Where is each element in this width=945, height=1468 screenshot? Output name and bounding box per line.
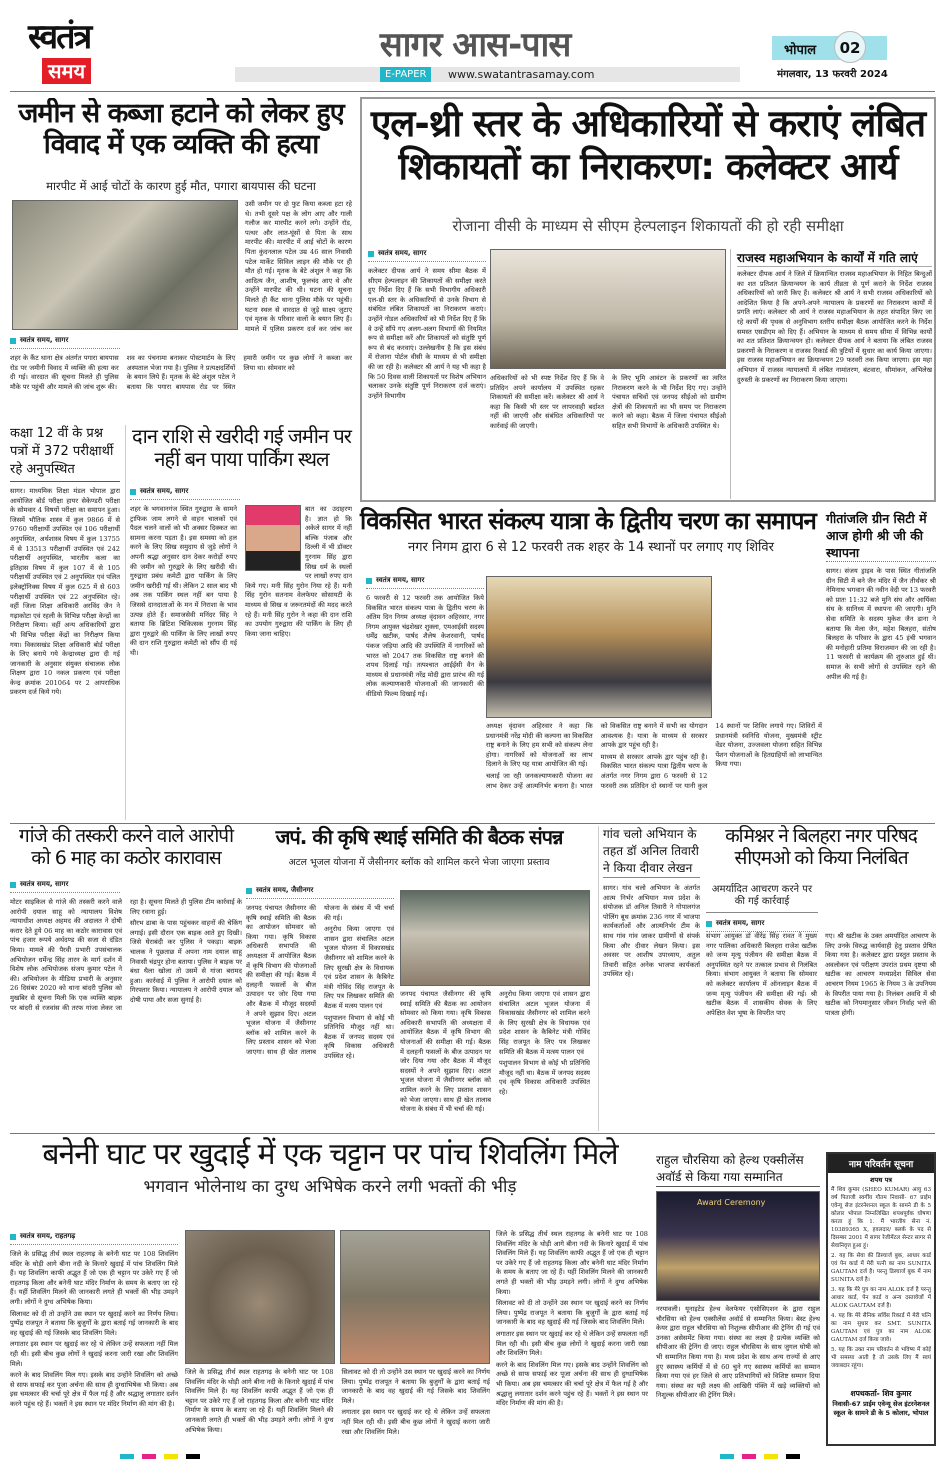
paragraph: लगातार इस स्थान पर खुदाई कर रहे थे लेकिन उन्हें सफलता नहीं मिल रही थी। इसी बीच कुछ लोगों ने खुदाई करना जारी रखा और शिवलिंग मिले। — [10, 1340, 178, 1368]
bullet-icon — [10, 338, 16, 344]
photo-devotees — [340, 1230, 490, 1364]
website-link[interactable]: www.swatantrasamay.com — [448, 68, 595, 81]
paragraph: कलेक्टर दीपक आर्य ने जिले में क्रियान्वित राजस्व महाअभियान के निहित बिन्दुओं का शत प्रतिशत क्रियान्वयन के कार्य तीव्रता से पूर्ण कराने के निर्देश राजस्व अधिकारियों को जारी किए हैं। कलेक्टर श्री आर्य ने सभी राजस्व अधिकारियों को आदेशित किया है कि अपने-अपने न्यायालय के प्रकरणों का निराकरण कार्यों में प्रगति लाएं। कलेक्टर श्री आर्य ने राजस्व महाअभियान के तहत संपादित किए जा रहे कार्यों की पृथक से अनुविभाग स्तरीय समीक्षा बैठक आयोजित करने के निर्देश समस्त एसडीएम को दिए हैं। अभियान के माध्यम से समय सीमा में विभिन्न कार्यों का शत प्रतिशत क्रियान्वयन हो। कलेक्टर दीपक आर्य ने बताया कि लंबित राजस्व प्रकरणों के निराकरण व राजस्व रिकार्ड की त्रुटियों में सुधार का कार्य किया जाएगा। इस राजस्व महाअभियान का क्रियान्वयन 29 फरवरी तक किया जाएगा। इस महा अभियान में राजस्व न्यायालयों में लंबित नामांतरण, बंटवारा, सीमांकन, अभिलेख दुरुस्ती के प्रकरणों का निराकरण किया जाएगा। — [737, 270, 932, 384]
sidebar-revenue — [730, 249, 932, 499]
article-text — [496, 1230, 648, 1456]
paragraph: 4. यह कि मेरे सैनिक सर्विस रिकार्ड में मेरी पत्नि का नाम सुधार कर SMT. SUNITA GAUTAM एवं पुत्र का नाम ALOK GAUTAM दर्ज किया जावे। — [831, 1313, 931, 1343]
paragraph: सिलावट को दी तो उन्होंने उस स्थान पर खुदाई करने का निर्णय लिया। पुष्पेंद्र राजपूत ने बताया कि बुजुर्गों के द्वारा बताई गई जानकारी के बाद वह खुदाई की गई जिसके बाद शिवलिंग मिले। — [341, 1368, 490, 1405]
paragraph: के लिए भूमि आवंटन के प्रकरणों का त्वरित निराकरण करने के भी निर्देश दिए गए। उन्होंने पंचायत सचिवों एवं जनपद सीईओ को ग्रामीण क्षेत्रों की शिकायतों का भी समय पर निराकरण करने को कहा। बैठक में जिला पंचायत सीईओ सहित सभी विभागों के अधिकारी उपस्थित थे। — [612, 374, 726, 430]
page-number: 02 — [834, 31, 866, 63]
article-viksit-bharat — [360, 508, 822, 820]
article-exam — [10, 425, 120, 820]
name-change-notice — [826, 1152, 936, 1446]
article-text — [245, 200, 352, 332]
article-gaon-chalo — [598, 826, 700, 1131]
subhead-box — [706, 884, 818, 937]
article-text — [10, 354, 352, 420]
notice-subtitle: शपथ पत्र — [870, 1176, 892, 1184]
paragraph: नरयावली। यूनाइटेड हेल्थ वेलफेयर एसोसिएशन के द्वारा राहुल चौरसिया को हेल्थ एक्सीलेंस अवॉर्ड से सम्मानित किया। बेस्ट हेल्थ केयर द्वारा राहुल चौरसिया को निशुल्क सीपीआर की ट्रेनिंग दी गई एवं उनका असेसमेंट किया गया। संस्था का लक्ष्य है प्रत्येक व्यक्ति को सीपीआर की ट्रेनिंग दी जाए। राहुल चौरसिया के साथ जुगल घोषी को भी सम्मानित किया गया है। मध्य प्रदेश के साथ अन्य राज्यों से आए हुए स्वास्थ्य कर्मियों में से 60 चुने गए स्वास्थ्य कर्मियों का सम्मान किया गया एवं हर जिले से आए प्रतिभागियों को विशिष्ट सम्मान दिया गया। संस्था का यही लक्ष्य की आखिरी पंक्ति में खड़े व्यक्तियों को निशुल्क सीपीआर की ट्रेनिंग मिले। — [656, 1305, 820, 1400]
divider — [10, 823, 935, 824]
article-ganja — [10, 826, 242, 1131]
masthead — [0, 0, 945, 92]
paragraph: सागर। संजय ड्राइव के पास स्थित गीतांजलि ग्रीन सिटी में बने जैन मंदिर में जैन तीर्थंकर श्री नेमिनाथ भगवान की नवीन वेदी पर 13 फरवरी को प्रातः 11:32 बजे मुनि संघ और आर्यिका संघ के सानिध्य में स्थापना की जाएगी। मुनि सेवा समिति के सदस्य मुकेश जैन ढाना ने बताया कि मेला जैन, महेश बिलहरा, संतोष बिलहरा के परिवार के द्वारा 45 इंची भगवान की मनोहारी प्रतिमा विराजमान की जा रही है। 11 फरवरी से कार्यक्रम की शुरुआत हुई थी। समाज के सभी लोगों से उपस्थित रहने की अपील की गई है। — [826, 567, 936, 681]
article-parking — [125, 425, 353, 820]
paragraph: बात का उदाहरण है। ज्ञात हो कि अकेले सागर में नहीं बल्कि पंजाब और दिल्ली में भी डॉक्टर गुरनाम सिंह द्वारा सिख धर्म के स्थलों पर लाखों रुपए दान किये गए। मनी सिंह गुरोन निया रहे हैं। मनी सिंह गुरोन सतनाम वेलफेयर सोसायटी के माध्यम से सिख व जरूरतमंदों की मदद करते रहे हैं। मनी सिंह गुरोन ने कहा की दान राशि का उपयोग गुरुद्वारा की पार्किंग के लिए ही किया जाना चाहिए। — [245, 505, 352, 638]
byline — [10, 1232, 178, 1245]
byline-text: स्वतंत्र समय, सागर — [376, 576, 425, 584]
byline-text: स्वतंत्र समय, सागर — [20, 880, 69, 888]
color-mark — [142, 1454, 156, 1459]
paragraph: 5. यह कि उक्त नाम परिवर्तन से भविष्य में कोई भी समस्या आती है तो उसके लिए मैं स्वयं जवाबदार रहूंगा। — [831, 1347, 931, 1369]
article-gitanjali — [826, 510, 936, 820]
photo-award-ceremony — [656, 1191, 820, 1301]
paragraph: मैं शिव कुमार (SHEO KUMAR) आयु 63 वर्ष पिताजी स्वर्गीय गौतम निवासी- 67 प्राईम एवेन्यू सेज इंटरनेशनल स्कूल के सामने डी के 5 कोलार भोपाल निम्नलिखित शपथपूर्वक घोषणा करता हूं कि 1. मैं भारतीय सेना नं. 10389365 X, हवलदार/ क्लर्क के पद से दिसम्बर 2001 में सागर रेजीमेंटल सेन्टर सागर से सेवानिवृत्त हुआ हूं। — [831, 1187, 931, 1249]
paragraph: लगातार इस स्थान पर खुदाई कर रहे थे लेकिन उन्हें सफलता नहीं मिल रही थी। इसी बीच कुछ लोगों ने खुदाई करना जारी रखा और शिवलिंग मिले। — [496, 1329, 648, 1358]
article-text — [400, 990, 590, 1130]
photo-meeting — [400, 890, 590, 986]
byline — [706, 919, 818, 932]
article-text — [10, 898, 242, 1128]
headline: गांव चलो अभियान के तहत डॉ अनिल तिवारी ने किया दीवार लेखन — [603, 826, 700, 878]
color-mark — [786, 1454, 800, 1459]
section-title: सागर आस-पास — [379, 25, 571, 65]
date: मंगलवार, 13 फरवरी 2024 — [777, 69, 888, 80]
color-mark — [764, 1454, 778, 1459]
byline — [10, 336, 120, 349]
paragraph: सागर। गांव चलो अभियान के अंतर्गत आत्म निर्भर अभियान मध्य प्रदेश के संयोजक डॉ अनिल तिवारी ने गोपालगंज पोलिंग बूथ क्रमांक 236 नगर में भाजपा कार्यकर्ताओं और आत्मनिर्भर टीम के साथ गांव गांव जाकर ग्रामीणों से संपर्क किया और दीवार लेखन किया। इस अवसर पर आशीष उपाध्याय, अतुल तिवारी सहित अनेक भाजपा कार्यकर्ता उपस्थित रहे। — [603, 884, 700, 979]
color-mark — [186, 1454, 200, 1459]
subheadline: अमर्यादित आचरण करने पर की गई कार्रवाई — [706, 884, 818, 913]
headline: दान राशि से खरीदी गई जमीन पर नहीं बन पाया पार्किंग स्थल — [132, 424, 351, 471]
article-body — [368, 249, 486, 499]
bullet-icon — [246, 888, 252, 894]
notice-text — [828, 1186, 934, 1386]
paragraph: शहर के भगवानगंज स्थित गुरुद्वारा के सामने ट्राफिक जाम लगने से वाहन चालकों एवं पैदल चलने वालों को भी अक्सर दिक्कत का सामना करना पड़ता है। इस समस्या को हल करने के लिए सिख समुदाय से जुड़े लोगों ने अपनी श्रद्धा अनुसार दान देकर करोड़ों रुपए की जमीन को गुरुद्वारे के लिए खरीदी थी। गुरुद्वारा प्रबंध कमेटी द्वारा पार्किंग के लिए जमीन खरीदी गई थी। लेकिन 2 साल बाद भी अब तक पार्किंग स्थल नहीं बन पाया है जिससे दानदाताओं के मन में निराशा के भाव उत्पन्न होते हैं। समाजसेवी मनिंदर सिंह ने बताया कि ब्रिटिश चिकित्सक गुरनाम सिंह द्वारा गुरुद्वारे की पार्किंग के लिए लाखों रुपए की दान राशि गुरुद्वारा कमेटी को सौंप दी गई थी। — [130, 505, 237, 657]
headline: जमीन से कब्जा हटाने को लेकर हुए विवाद में एक व्यक्ति की हत्या — [18, 98, 344, 161]
color-mark — [164, 1454, 178, 1459]
paragraph: गए। श्री खटीक के उक्त अमर्यादित आचरण के लिए उनके विरुद्ध कार्यवाही हेतु प्रस्ताव प्रेषित किया गया है। कलेक्टर द्वारा प्रस्तुत प्रस्ताव के अवलोकन एवं परीक्षण उपरांत प्रथम दृष्टया श्री खटीक का आचरण मध्यप्रदेश सिविल सेवा आचरण नियम 1965 के नियम 3 के उपनियम के विपरीत पाया गया है। निलंबन अवधि में श्री खटीक को नियमानुसार जीवन निर्वाह भत्ते की पात्रता होगी। — [825, 932, 936, 1017]
bullet-icon — [366, 578, 372, 584]
article-text — [10, 1250, 178, 1450]
article-text — [130, 505, 237, 805]
paragraph: 3. यह कि मेरे पुत्र का नाम ALOK दर्ज है परन्तु आधार कार्ड, पेन कार्ड व अन्य दस्तावेजों में ALOK GAUTAM दर्ज है। — [831, 1287, 931, 1309]
headline: गांजे की तस्करी करने वाले आरोपी को 6 माह का कठोर कारावास — [18, 825, 234, 869]
photo-event — [486, 576, 712, 718]
logo-bottom: समय — [42, 58, 91, 84]
paragraph: करने के बाद शिवलिंग मिल गए। इसके बाद उन्होंने शिवलिंग को अच्छे से साफ सफाई कर पूजा अर्चना की साथ ही दुग्धाभिषेक भी किया। अब इस चमत्कार की चर्चा पूरे क्षेत्र में फैल गई है और श्रद्धालु लगातार दर्शन करने पहुंच रहे हैं। भक्तों ने इस स्थान पर मंदिर निर्माण की मांग की है। — [496, 1360, 648, 1408]
article-columns — [130, 505, 352, 805]
article-commissioner — [706, 826, 936, 1131]
byline-text: स्वतंत्र समय, राहतगढ़ — [20, 1232, 76, 1240]
headline: राहुल चौरसिया को हेल्थ एक्सीलेंस अवॉर्ड से किया गया सम्मानित — [656, 1152, 820, 1187]
headline: एल-थ्री स्तर के अधिकारियों से कराएं लंबित शिकायतों का निराकरण: कलेक्टर आर्य — [370, 102, 926, 188]
color-mark — [742, 1454, 756, 1459]
article-text — [603, 884, 700, 1099]
paragraph: शव का पंचनामा बनाकर पोस्टमार्टम के लिए अस्पताल भेजा गया है। पुलिस ने प्रत्यक्षदर्शियों के बयान लिये हैं। मृतक के बेटे अंशुल पटेल ने बताया कि पगारा बायपास रोड पर स्थित हमारी जमीन पर कुछ लोगों ने कब्जा कर लिया था। सोमवार को — [126, 354, 352, 391]
subheadline: अटल भूजल योजना में जैसीनगर ब्लॉक को शामिल करने भेजा जाएगा प्रस्ताव — [288, 857, 550, 868]
byline-text: स्वतंत्र समय, सागर — [716, 919, 765, 927]
headline: बनेनी घाट पर खुदाई में एक चट्टान पर पांच शिवलिंग मिले — [42, 1137, 618, 1172]
photo-meeting — [490, 249, 726, 369]
article-text — [826, 567, 936, 807]
paragraph: जनपद पंचायत जैसीनगर की कृषि स्थाई समिति की बैठक का आयोजन सोमवार को किया गया। कृषि विकास अधिकारी सभापति की अध्यक्षता में आयोजित बैठक में कृषि विभाग की योजनाओं की समीक्षा की गई। बैठक में दलहनी फसलों के बीज उत्पादन पर जोर दिया गया और बैठक में मौजूद सदस्यों ने अपने सुझाव दिए। अटल भूजल योजना में जैसीनगर ब्लॉक को शामिल करने के लिए प्रस्ताव शासन को भेजा जाएगा। साथ ही खेत तालाब योजना के संबंध में भी चर्चा की गई। — [246, 904, 394, 1056]
paragraph: उसी जमीन पर दो फुट किया कब्जा हटा रहे थे। तभी दूसरे पक्ष के लोग आए और गाली गलौज कर मारपीट करने लगे। उन्होंने रॉड, पत्थर और लात-घूंसों से पिता के साथ मारपीट की। मारपीट में आई चोटों के कारण पिता कुंदनलाल पटेल उम्र 46 साल निवासी पटेल मार्केट सिविल लाइन की मौके पर ही मौत हो गई। मृतक के बेटे अंशुल ने कहा कि आदित्य जैन, आशीष, फूलचंद आए थे और उन्होंने मारपीट की थी। घटना की सूचना मिलते ही कैंट थाना पुलिस मौके पर पहुंची। घटना स्थल से वारदात से जुड़े साक्ष्य जुटाए एवं मृतक के परिवार वालों के बयान लिए हैं। मामले में पुलिस प्रकरण दर्ज कर जांच कर — [245, 200, 352, 332]
photo-caption: Award Ceremony — [697, 1198, 766, 1207]
paragraph: लगातार इस स्थान पर खुदाई कर रहे थे लेकिन उन्हें सफलता नहीं मिल रही थी। इसी बीच कुछ लोगों ने खुदाई करना जारी रखा और शिवलिंग मिले। — [341, 1408, 490, 1436]
paragraph: शहर के कैंट थाना क्षेत्र अंतर्गत पगारा बायपास रोड पर जमीनी विवाद में व्यक्ति की हत्या कर दी गई। वारदात की सूचना मिलते ही पुलिस मौके पर पहुंची और मामले की जांच शुरू की। — [10, 354, 119, 391]
paragraph: जिले के प्रसिद्ध तीर्थ स्थल राहतगढ़ के बनेनी घाट पर 108 शिवलिंग मंदिर के थोड़ी आगे बीना नदी के किनारे खुदाई में पांच शिवलिंग मिले हैं। यह शिवलिंग काफी अद्भुत हैं जो एक ही चट्टान पर उकेरे गए हैं जो राहतगढ़ किला और बनेनी घाट मंदिर निर्माण के समय के बताए जा रहे हैं। यहीं शिवलिंग मिलने की जानकारी लगते ही भक्तों की भीड़ उमड़ने लगी। लोगों ने दुग्ध अभिषेक किया। — [10, 1250, 178, 1306]
article-krishi — [246, 826, 592, 1131]
byline — [130, 487, 240, 500]
paragraph: सिलावट को दी तो उन्होंने उस स्थान पर खुदाई करने का निर्णय लिया। पुष्पेंद्र राजपूत ने बताया कि बुजुर्गों के द्वारा बताई गई जानकारी के बाद वह खुदाई की गई जिसके बाद शिवलिंग मिले। — [496, 1299, 648, 1327]
article-body — [10, 1232, 178, 1458]
paragraph: अनुरोध किया जाएगा एवं शासन द्वारा संचालित अटल भूजल योजना में विकासखंड जैसीनगर को शामिल करने के लिए सुरखी क्षेत्र के विधायक एवं प्रदेश शासन के कैबिनेट मंत्री गोविंद सिंह राजपूत के लिए पत्र लिखकर समिति की बैठक में मत्स्य पालन एवं — [499, 990, 590, 1056]
subheadline: मारपीट में आई चोटों के कारण हुई मौत, पगारा बायपास की घटना — [46, 179, 316, 193]
headline: कमिश्नर ने बिलहरा नगर परिषद सीएमओ को किया निलंबित — [725, 825, 917, 869]
paragraph: जनपद पंचायत जैसीनगर की कृषि स्थाई समिति की बैठक का आयोजन सोमवार को किया गया। कृषि विकास अधिकारी सभापति की अध्यक्षता में आयोजित बैठक में कृषि विभाग की योजनाओं की समीक्षा की गई। बैठक में दलहनी फसलों के बीज उत्पादन पर जोर दिया गया और बैठक में मौजूद सदस्यों ने अपने सुझाव दिए। अटल भूजल योजना में जैसीनगर ब्लॉक को शामिल करने के लिए प्रस्ताव शासन को भेजा जाएगा। साथ ही खेत तालाब योजना के संबंध में भी चर्चा की गई। — [400, 990, 491, 1114]
photo-crime-scene — [12, 200, 238, 330]
headline: विकसित भारत संकल्प यात्रा के द्वितीय चरण का समापन — [360, 507, 816, 535]
paragraph: मोटर साइकिल से गांजे की तस्करी करने वाले आरोपी दयाल साहू को न्यायालय विशेष न्यायाधीश अध्यक्ष अहमद की अदालत ने दोषी करार देते हुये 06 माह का कठोर कारावास एवं पांच हजार रूपये अर्थदण्ड की सजा से दंडित किया। मामले की पैरवी प्रभारी उपसंचालक अभियोजन धर्मेन्द्र सिंह तारन के मार्ग दर्शन में विशेष लोक अभियोजक संजय कुमार पटेल ने की। अभियोजन के मीडिया प्रभारी के अनुसार 26 दिसंबर 2020 को थाना बांदरी पुलिस को मुखबिर से सूचना मिली कि एक व्यक्ति बाइक पर बांदरी से रजवांस की तरफ गांजा लेकर जा रहा है। सूचना मिलते ही पुलिस टीम कार्रवाई के लिए रवाना हुई। — [10, 898, 242, 1012]
byline — [368, 249, 486, 262]
article-body — [366, 576, 484, 820]
article-shivling — [10, 1138, 650, 1458]
article-text — [10, 487, 120, 817]
subheadline: भगवान भोलेनाथ का दुग्ध अभिषेक करने लगी भक्तों की भीड़ — [143, 1176, 517, 1197]
bullet-icon — [10, 882, 16, 888]
paragraph: पशुपालन विभाग से कोई भी प्रतिनिधि मौजूद नहीं था। बैठक में जनपद सदस्य एवं कृषि विकास अधिकारी उपस्थित रहे। — [499, 1059, 590, 1096]
article-text — [185, 1368, 490, 1456]
byline-text: स्वतंत्र समय, सागर — [20, 336, 69, 344]
paragraph: 2. यह कि सेवा की डिस्चार्ज बुक, आधार कार्ड एवं पेन कार्ड में मेरी पत्नी का नाम SUNITA GAUTAM दर्ज है। परन्तु डिस्चार्ज बुक में नाम SUNITA दर्ज है। — [831, 1253, 931, 1283]
logo-top: स्वतंत्र — [28, 17, 91, 57]
article-text — [490, 374, 726, 496]
paragraph: सागर। माध्यमिक शिक्षा मंडल भोपाल द्वारा आयोजित बोर्ड परीक्षा हायर सेकेण्डरी परीक्षा के सोमवार 4 विषयों परीक्षा का समापन हुआ। जिसमें भौतिक शास्त्र में कुल 9866 में से 9760 परीक्षार्थी उपस्थित एवं 106 परीक्षार्थी अनुपस्थित, अर्थशास्त्र विषय में कुल 13755 में से 13513 परीक्षार्थी उपस्थित एवं 242 परीक्षार्थी अनुपस्थित, भारतीय कला का इतिहास विषय में कुल 107 में से 105 परीक्षार्थी उपस्थित एवं 2 अनुपस्थित एवं पलित इलेक्ट्रॉनिक्स विषय में कुल 625 में से 603 परीक्षार्थी उपस्थित एवं 22 अनुपस्थित रहे। वहीं जिला शिक्षा अधिकारी अरविंद जैन ने गढ़ाकोटा एवं रहली के विभिन्न परीक्षा केन्द्रों का निरीक्षण किया। वहीं अन्य अधिकारियों द्वारा भी विभिन्न परीक्षा केंद्रों का निरीक्षण किया गया। विकासखंड शिक्षा अधिकारी बोर्ड परीक्षा के लिए बनाये गये केन्द्राध्यक्ष द्वारा दी गई जानकारी के अनुसार संयुक्त संचालक लोक शिक्षण द्वारा 10 नकल प्रकरण एवं परीक्षा केन्द्र क्रमांक 201064 पर 2 आपराधिक प्रकरण दर्ज किये गये। — [10, 487, 120, 697]
color-mark — [120, 1454, 134, 1459]
paragraph: करने के बाद शिवलिंग मिल गए। इसके बाद उन्होंने शिवलिंग को अच्छे से साफ सफाई कर पूजा अर्चना की साथ ही दुग्धाभिषेक भी किया। अब इस चमत्कार की चर्चा पूरे क्षेत्र में फैल गई है और श्रद्धालु लगातार दर्शन करने पहुंच रहे हैं। भक्तों ने इस स्थान पर मंदिर निर्माण की मांग की है। — [10, 1371, 178, 1408]
paragraph: अनुरोध किया जाएगा एवं शासन द्वारा संचालित अटल भूजल योजना में विकासखंड जैसीनगर को शामिल करने के लिए सुरखी क्षेत्र के विधायक एवं प्रदेश शासन के कैबिनेट मंत्री गोविंद सिंह राजपूत के लिए पत्र लिखकर समिति की बैठक में मत्स्य पालन एवं — [324, 925, 394, 1010]
header-divider — [10, 91, 935, 92]
edition-label: भोपाल — [784, 43, 817, 58]
article-murder — [10, 98, 352, 420]
edition-box — [772, 36, 887, 60]
paragraph: पशुपालन विभाग से कोई भी प्रतिनिधि मौजूद नहीं था। बैठक में जनपद सदस्य एवं कृषि विकास अधिकारी उपस्थित रहे। — [324, 1013, 394, 1060]
bullet-icon — [368, 251, 374, 257]
paragraph: 6 फरवरी से 12 फरवरी तक आयोजित किये विकसित भारत संकल्प यात्रा के द्वितीय चरण के अंतिम दिन निगम अध्यक्ष वृंदावन अहिरवार, नगर निगम आयुक्त चंद्रशेखर शुक्ला, एमआईसी सदस्य धर्मेंद्र खटीक, पार्षद शैलेष केशरवानी, पार्षद पंकज जड़िया आदि की उपस्थिति में नागरिकों को भारत को 2047 तक विकसित राष्ट्र बनाने की शपथ दिलाई गई। तत्पश्चात आईईसी वैन के माध्यम से प्रधानमंत्री नरेंद्र मोदी द्वारा प्रारंभ की गई लोक कल्याणकारी योजनाओं की जानकारी की वीडियो फिल्म दिखाई गई। — [366, 594, 484, 698]
paragraph: माध्यम से सरकार आपके द्वार पहुंच रही है। विकसित भारत संकल्प यात्रा द्वितीय चरण के अंतर्गत नगर निगम द्वारा 6 फरवरी से 12 फरवरी तक प्रतिदिन दो स्थानों पर यानी कुल 14 स्थानों पर शिविर लगाये गए। शिविरों में प्रधानमंत्री स्वनिधि योजना, मुख्यमंत्री स्ट्रीट वेंडर योजना, उज्जवला योजना सहित विभिन्न पेंशन योजनाओं के हितग्राहियों को लाभान्वित किया गया। — [600, 722, 822, 790]
epaper-label: E-PAPER — [380, 67, 431, 82]
byline — [246, 886, 394, 899]
paragraph: संभाग आयुक्त डॉ वीरेंद्र सिंह रावत ने मुख्य नगर पालिका अधिकारी बिलहरा राजेश खटीक को जन्म मृत्यु पंजीयन की समीक्षा बैठक में अनुपस्थित रहने पर तत्काल प्रभाव से निलंबित किया। संभाग आयुक्त ने बताया कि सोमवार को कलेक्टर कार्यालय में ऑनलाइन बैठक में जन्म मृत्यु पंजीयन की समीक्षा की गई। श्री खटीक बैठक में शासकीय सेवक के लिए अपेक्षित वेश भूषा के विपरीत पाए — [706, 932, 817, 1017]
sidebar-title: राजस्व महाअभियान के कार्यों में गति लाएं — [737, 249, 932, 267]
photo-shivling — [185, 1230, 335, 1364]
bullet-icon — [706, 921, 712, 927]
bullet-icon — [130, 489, 136, 495]
paragraph: अधिकारियों को भी स्पष्ट निर्देश दिए हैं कि वे प्रतिदिन अपने कार्यालय में उपस्थित रहकर शिकायतों की समीक्षा करें। कलेक्टर श्री आर्य ने कहा कि किसी भी स्तर पर लापरवाही बर्दाश्त नहीं की जाएगी और संबंधित अधिकारियों पर कार्रवाई की जाएगी। — [490, 374, 604, 430]
article-text — [656, 1305, 820, 1445]
logo — [28, 18, 120, 86]
byline — [10, 880, 120, 893]
headline: कक्षा 12 वीं के प्रश्न पत्रों में 372 परीक्षार्थी रहे अनुपस्थित — [10, 425, 120, 482]
paragraph: अध्यक्ष वृंदावन अहिरवार ने कहा कि प्रधानमंत्री नरेंद्र मोदी की कल्पना का विकसित राष्ट्र बनाने के लिए हम सभी को संकल्प लेना होगा। नागरिकों को योजनाओं का लाभ दिलाने के लिए यह यात्रा आयोजित की गई। — [486, 722, 593, 769]
paragraph: चलाई जा रही जनकल्याणकारी योजना का लाभ देकर उन्हें आत्मनिर्भर बनाना है। भारत को विकसित राष्ट्र बनाने में सभी का योगदान आवश्यक है। यात्रा के माध्यम से सरकार आपके द्वार पहुंच रही है। — [486, 722, 708, 790]
article-text — [706, 932, 936, 1130]
color-mark — [720, 1454, 734, 1459]
bullet-icon — [10, 1234, 16, 1240]
byline-text: स्वतंत्र समय, सागर — [140, 487, 189, 495]
article-text — [368, 267, 486, 495]
article-text — [245, 505, 352, 805]
article-text — [246, 904, 394, 1126]
registration-marks — [0, 1454, 945, 1460]
paragraph: जिले के प्रसिद्ध तीर्थ स्थल राहतगढ़ के बनेनी घाट पर 108 शिवलिंग मंदिर के थोड़ी आगे बीना नदी के किनारे खुदाई में पांच शिवलिंग मिले हैं। यह शिवलिंग काफी अद्भुत हैं जो एक ही चट्टान पर उकेरे गए हैं जो राहतगढ़ किला और बनेनी घाट मंदिर निर्माण के समय के बताए जा रहे हैं। यहीं शिवलिंग मिलने की जानकारी लगते ही भक्तों की भीड़ उमड़ने लगी। लोगों ने दुग्ध अभिषेक किया। — [185, 1368, 334, 1434]
article-collector — [360, 97, 936, 502]
article-body — [10, 336, 352, 420]
paragraph: सिलावट को दी तो उन्होंने उस स्थान पर खुदाई करने का निर्णय लिया। पुष्पेंद्र राजपूत ने बताया कि बुजुर्गों के द्वारा बताई गई जानकारी के बाद वह खुदाई की गई जिसके बाद शिवलिंग मिले। — [10, 1309, 178, 1337]
headline: गीतांजलि ग्रीन सिटी में आज होगी श्री जी की स्थापना — [826, 510, 936, 562]
byline-text: स्वतंत्र समय, सागर — [378, 249, 427, 257]
notice-title: नाम परिवर्तन सूचना — [828, 1154, 934, 1173]
notice-address: निवासी-67 प्राईम एवेन्यू सेज इंटरनेशनल स्कूल के सामने डी के 5 कोलार, भोपाल — [832, 1400, 930, 1417]
paragraph: जिले के प्रसिद्ध तीर्थ स्थल राहतगढ़ के बनेनी घाट पर 108 शिवलिंग मंदिर के थोड़ी आगे बीना नदी के किनारे खुदाई में पांच शिवलिंग मिले हैं। यह शिवलिंग काफी अद्भुत हैं जो एक ही चट्टान पर उकेरे गए हैं जो राहतगढ़ किला और बनेनी घाट मंदिर निर्माण के समय के बताए जा रहे हैं। यहीं शिवलिंग मिलने की जानकारी लगते ही भक्तों की भीड़ उमड़ने लगी। लोगों ने दुग्ध अभिषेक किया। — [496, 1230, 648, 1296]
paragraph: सौरभ ढाबा के पास पहुंचकर वाहनों की चेकिंग लगाई। इसी दौरान एक बाइक आते हुए दिखी। जिसे घेराबंदी कर पुलिस ने पकड़ा। बाइक चालक ने पूछताछ में अपना नाम दयाल साहू निवासी चंद्रपुर होना बताया। पुलिस ने बाइक पर बंधा थैला खोला तो उसमें से गांजा बरामद हुआ। कार्रवाई में पुलिस ने आरोपी दयाल को गिरफ्तार किया। न्यायालय ने आरोपी दयाल को दोषी पाया और सजा सुनाई है। — [130, 919, 242, 1004]
notice-signatory: शपथकर्ता- शिव कुमार — [850, 1389, 912, 1398]
article-text — [366, 594, 484, 814]
byline — [366, 576, 484, 589]
sidebar-text — [737, 270, 932, 498]
article-body — [246, 886, 394, 1131]
epaper-bar — [235, 67, 740, 82]
headline: जपं. की कृषि स्थाई समिति की बैठक संपन्न — [275, 825, 563, 849]
divider — [10, 1133, 935, 1134]
subheadline: रोजाना वीसी के माध्यम से सीएम हेल्पलाइन शिकायतों की हो रही समीक्षा — [452, 217, 844, 235]
paragraph: कलेक्टर दीपक आर्य ने समय सीमा बैठक में सीएम हेल्पलाइन की शिकायतों की समीक्षा करते हुए निर्देश दिए हैं कि सभी विभागीय अधिकारी एल-थ्री स्तर के अधिकारियों से उनके विभाग से संबंधित लंबित शिकायतों का निराकरण कराएं। उन्होंने नोडल अधिकारियों को भी निर्देश दिए हैं कि वे उन्हें सौंपे गए अलग-अलग विभागों की नियमित रूप से समीक्षा करें और शिकायतों को संतुष्टि पूर्ण रूप से बंद करवाएं। उल्लेखनीय है कि इस संबंध में रोजाना पोर्टल वीसी के माध्यम से भी समीक्षा की जा रही है। कलेक्टर श्री आर्य ने यह भी कहा है कि 50 दिवस वाली शिकायतों पर विशेष अभियान चलाकर उनके संतुष्टि पूर्ण निराकरण दर्ज कराएं। उन्होंने विभागीय — [368, 267, 486, 400]
article-rahul — [656, 1152, 820, 1442]
subheadline: नगर निगम द्वारा 6 से 12 फरवरी तक शहर के 14 स्थानों पर लगाए गए शिविर — [408, 539, 774, 555]
photo-person — [245, 505, 301, 571]
byline-text: स्वतंत्र समय, जैसीनगर — [256, 886, 314, 894]
article-text — [486, 722, 822, 818]
